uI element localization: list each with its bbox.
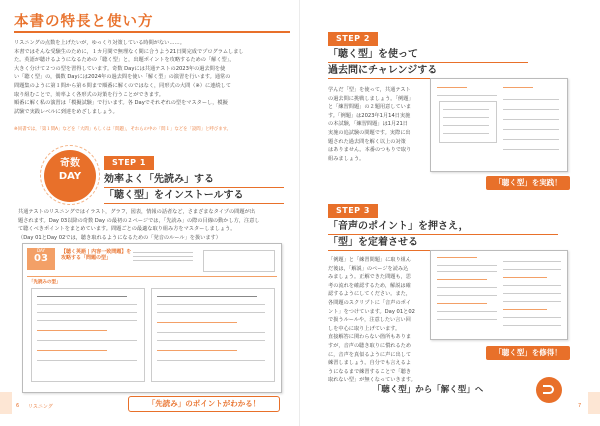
intro-text	[14, 39, 292, 116]
sample-text-line	[157, 360, 265, 361]
sample-highlight-line	[503, 87, 533, 88]
step2-heading-line2: 過去問にチャレンジする	[328, 63, 528, 79]
step3-desc-line: しを中心に取り上げています。	[328, 325, 401, 332]
sample-text-line	[133, 256, 193, 257]
sample-text-line	[37, 296, 127, 297]
intro-line: 取り組むことで，効率よく各形式の対策を行うことができます。	[14, 91, 164, 98]
arrow-right-icon	[536, 377, 562, 403]
sample-text-line	[503, 317, 561, 318]
step3-desc-line: うになるまで練習することで「聴き	[328, 368, 412, 375]
sample-text-line	[133, 252, 193, 253]
step2-desc-line: と「練習問題」の２題用意していま	[328, 104, 412, 111]
sample-text-line	[437, 271, 497, 272]
step1-description	[18, 208, 293, 242]
footer-tab	[588, 392, 600, 414]
step3-heading	[328, 219, 558, 251]
page-number-left: 6	[16, 403, 20, 409]
footnote: ※同書では，「第１問A」などを「大問」もしくは「問題」，それらの中の「問１」などを「設問」と呼びます。	[14, 127, 232, 132]
sample-text-line	[437, 295, 497, 296]
sample-text-line	[503, 269, 561, 270]
step3-description	[328, 256, 423, 385]
intro-line: 問題集のように第１問から第６問まで順番に解くのではなく，同形式の大問（※）に連続して	[14, 82, 231, 89]
step2-heading-line1: 「聴く型」を使って	[328, 47, 528, 63]
sample-section-label: 「先読みの型」	[29, 280, 61, 285]
page-number-right: 7	[578, 403, 582, 409]
intro-line: 試験で実践レベルに到達をめざしましょう。	[14, 108, 118, 115]
step3-desc-line: すが，音声の聴き取りに慣れるため	[328, 342, 412, 349]
sample-text-line	[37, 340, 137, 341]
sample-highlight-line	[37, 350, 107, 351]
transition-banner: 「聴く型」から「解く型」へ	[372, 385, 484, 395]
step2-desc-line: はありません。本番のつもりで取り	[328, 147, 412, 154]
odd-day-badge	[44, 150, 96, 202]
sample-text-line	[437, 95, 497, 96]
intro-line: た。英語が聴けるようになるための「聴く型」と，出題ポイントを攻略するための「解く型」，	[14, 57, 235, 64]
step1-callout: 「先読み」のポイントがわかる！	[128, 396, 280, 412]
sample-question-box	[31, 288, 145, 382]
day-badge-line2: DAY	[58, 171, 82, 182]
sample-text-line	[503, 293, 561, 294]
sample-highlight-line	[503, 309, 547, 310]
sample-text-line	[37, 312, 137, 313]
step3-desc-line: 「例題」と「練習問題」に取り組ん	[328, 257, 412, 263]
step1-desc-line: 共通テストのリスニングではイラスト，グラフ，図表，情報の話者など，さまざまなタイプの問題が出	[18, 209, 255, 215]
sample-highlight-line	[157, 322, 237, 323]
day-badge-line1: 奇数	[60, 158, 80, 169]
step1-heading-line2: 「聴く型」をインストールする	[104, 188, 284, 204]
right-page	[300, 0, 600, 426]
footer-tab	[0, 392, 12, 414]
step3-desc-line: だ後は，「解説」のページを読み込	[328, 265, 409, 272]
step2-heading	[328, 47, 528, 79]
step3-desc-line: 考の流れを確認するため，解説は確	[328, 282, 411, 289]
step3-heading-line2: 「型」を定着させる	[328, 235, 558, 251]
title-rule	[14, 31, 290, 33]
sample-choice-box	[439, 101, 497, 143]
sample-text-line	[503, 301, 561, 302]
step3-heading-line1: 「音声のポイント」を押さえ，	[328, 219, 558, 235]
sample-text-line	[503, 285, 561, 286]
step3-desc-line: で扱うルールや，注意したい言い回	[328, 317, 411, 324]
step2-desc-line: 組みましょう。	[328, 155, 365, 162]
sample-highlight-line	[437, 303, 487, 304]
sample-text-line	[437, 287, 497, 288]
step2-badge: STEP 2	[328, 32, 378, 46]
sample-text-line	[443, 133, 489, 134]
sample-text-line	[157, 340, 265, 341]
sample-text-line	[437, 311, 497, 312]
sample-image-box	[203, 250, 275, 272]
step2-callout: 「聴く型」を実践！	[486, 176, 570, 190]
sample-highlight-line	[37, 330, 107, 331]
step3-desc-line: 直接解答に関わらない箇所もありま	[328, 334, 412, 341]
step3-desc-line: 各問題のスクリプトに「音声のポイ	[328, 299, 412, 306]
sample-text-line	[437, 265, 497, 266]
sample-answer-box	[151, 288, 275, 382]
step3-desc-line: 取れない型」が無くなっていきます。	[328, 377, 416, 384]
sample-text-line	[503, 325, 561, 326]
step2-desc-line: の過去問に挑戦しましょう。「例題」	[328, 95, 414, 102]
step1-desc-line: （Day 01とDay 02では，聴き取れるようになるための「発音のルール」を扱います）	[18, 234, 221, 241]
step2-desc-line: す。「例題」は2023年1月14日実施	[328, 112, 411, 119]
intro-line: い「聴く型」の，偶数 Dayには2024年の過去問を使い「解く型」の演習を行います。通常の	[14, 74, 231, 81]
sample-title-line1: 【聴く英語 | 内容一致問題】を	[61, 249, 132, 255]
section-name: リスニング	[28, 404, 53, 410]
step3-desc-line: みましょう。正解できた問題も，思	[328, 274, 412, 281]
sample-rule	[27, 276, 277, 277]
sample-text-line	[503, 119, 559, 120]
sample-text-line	[37, 320, 137, 321]
sample-text-line	[37, 360, 137, 361]
sample-text-line	[443, 117, 489, 118]
sample-text-line	[37, 304, 137, 305]
step2-desc-line: 学んだ「型」を使って，共通テスト	[328, 87, 411, 93]
step3-desc-line: ント」をつけています。Day 01と02	[328, 308, 415, 315]
sample-highlight-line	[437, 87, 467, 88]
step3-desc-line: 認するようにしてください。また，	[328, 291, 412, 298]
sample-text-line	[157, 304, 265, 305]
step2-desc-line: 題された過去問を解く以上の対策	[328, 138, 406, 145]
intro-line: リスニングの点数を上げたいが，ゆっくり対策している時間がない……。	[14, 40, 185, 46]
intro-line: 大きく分けて２つの型を習得しています。奇数 Dayには共通テストの2023年の過去問を使	[14, 65, 226, 72]
step3-desc-line: に，音声を真似るように声に出して	[328, 351, 412, 358]
sample-highlight-line	[437, 257, 477, 258]
sample-title-line2: 攻略する「問題の型」	[61, 255, 112, 261]
sample-text-line	[443, 109, 489, 110]
step2-sample-page	[430, 78, 568, 172]
step3-desc-line: 練習しましょう。自分でも言えるよ	[328, 360, 412, 367]
sample-text-line	[443, 125, 489, 126]
sample-title	[61, 249, 131, 261]
step2-desc-line: 実施の追試験の問題です。実際に出	[328, 129, 411, 136]
step2-description	[328, 86, 423, 163]
sample-text-line	[157, 312, 265, 313]
sample-day-label: DAY	[37, 248, 45, 253]
sample-text-line	[503, 261, 561, 262]
sample-highlight-line	[437, 279, 487, 280]
intro-line: 本書ではそんな受験生のために，１カ月間で無理なく間に合うよう21日間完成でプログラムしまし	[14, 48, 244, 55]
sample-page-illustration	[22, 243, 282, 393]
sample-day-header	[27, 248, 55, 270]
sample-highlight-line	[503, 277, 547, 278]
sample-text-line	[157, 296, 257, 297]
sample-highlight-line	[157, 350, 237, 351]
step1-desc-line: て聴くべきポイントをまとめています。問題ごとの最適な取り組み方をマスターしましょう。	[18, 226, 236, 233]
sample-text-line	[503, 129, 559, 130]
step1-heading	[104, 172, 284, 204]
page-title: 本書の特長と使い方	[14, 14, 154, 30]
sample-text-line	[133, 260, 193, 261]
sample-text-line	[503, 149, 559, 150]
step3-callout: 「聴く型」を修得！	[486, 346, 570, 360]
sample-day-number: 03	[34, 253, 48, 264]
sample-text-line	[157, 332, 265, 333]
step1-badge: STEP 1	[104, 156, 154, 170]
step1-desc-line: 題されます。Day 03以降の奇数 Day の最初の２ページでは，「先読み」の際の目線の動かし方，注意し	[18, 217, 260, 224]
step3-badge: STEP 3	[328, 204, 378, 218]
sample-text-line	[503, 109, 559, 110]
sample-text-line	[503, 139, 559, 140]
intro-line: 順番に解く私の演習は「模擬試験」で行います。各 Dayでそれぞれの型をマスターし，模擬	[14, 100, 228, 107]
step1-heading-line1: 効率よく「先読み」する	[104, 172, 284, 188]
sample-text-line	[437, 319, 497, 320]
step3-sample-page	[430, 250, 568, 340]
sample-text-line	[503, 99, 559, 100]
step2-desc-line: の本試験，「練習問題」は1月21日	[328, 121, 408, 128]
